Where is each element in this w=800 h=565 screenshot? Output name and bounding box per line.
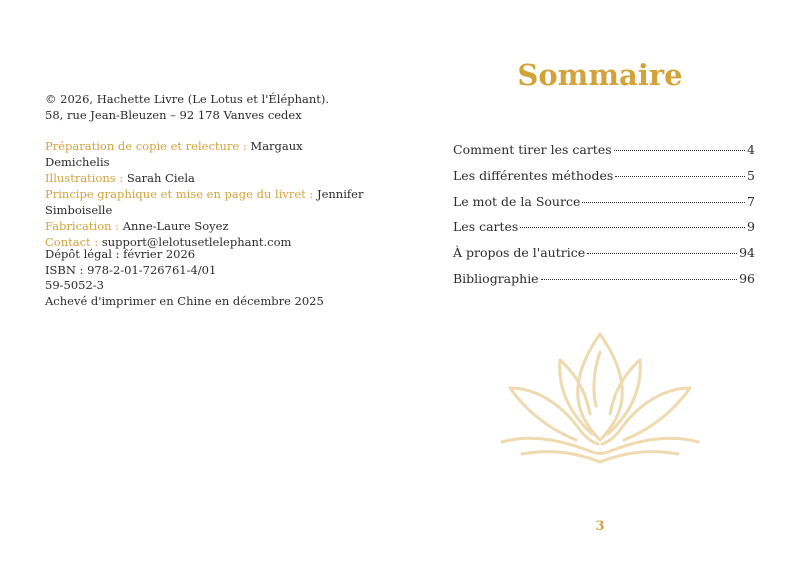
toc-entry-page: 9 bbox=[747, 219, 755, 235]
page-title: Sommaire bbox=[517, 58, 683, 92]
credit-line bbox=[45, 186, 365, 218]
credit-line bbox=[45, 218, 365, 234]
credit-label: Préparation de copie et relecture : bbox=[45, 139, 247, 153]
credit-label: Principe graphique et mise en page du livret : bbox=[45, 187, 314, 201]
credit-value: Sarah Ciela bbox=[123, 171, 195, 185]
toc-entry[interactable] bbox=[453, 271, 755, 297]
isbn: ISBN : 978-2-01-726761-4/01 bbox=[45, 262, 217, 277]
toc-entry[interactable] bbox=[453, 219, 755, 245]
credit-line bbox=[45, 170, 365, 186]
legal-deposit: Dépôt légal : février 2026 bbox=[45, 247, 196, 261]
toc-entry-label: Le mot de la Source bbox=[453, 193, 581, 209]
credit-label: Contact : bbox=[45, 235, 99, 249]
lotus-illustration bbox=[500, 330, 700, 465]
toc-leader-dots bbox=[615, 176, 745, 177]
toc-leader-dots bbox=[520, 227, 745, 228]
legal-block bbox=[45, 247, 365, 309]
toc-entry-label: Les cartes bbox=[453, 219, 519, 235]
table-of-contents bbox=[453, 142, 755, 297]
credit-value: Jennifer Simboiselle bbox=[45, 187, 364, 217]
toc-leader-dots bbox=[582, 202, 745, 203]
credit-line bbox=[45, 138, 365, 170]
copyright-line: © 2026, Hachette Livre (Le Lotus et l'Éléphant). bbox=[45, 92, 330, 106]
toc-entry-label: Les différentes méthodes bbox=[453, 167, 614, 183]
toc-entry[interactable] bbox=[453, 245, 755, 271]
toc-entry-label: À propos de l'autrice bbox=[453, 245, 586, 261]
reference-number: 59-5052-3 bbox=[45, 278, 104, 292]
toc-leader-dots bbox=[541, 279, 738, 280]
toc-leader-dots bbox=[614, 150, 745, 151]
toc-entry-page: 94 bbox=[739, 245, 755, 261]
toc-entry-label: Bibliographie bbox=[453, 270, 539, 286]
copyright-block bbox=[45, 92, 365, 123]
print-info: Achevé d'imprimer en Chine en décembre 2025 bbox=[45, 293, 324, 308]
credits-block bbox=[45, 138, 365, 250]
toc-entry-label: Comment tirer les cartes bbox=[453, 142, 612, 157]
toc-entry-page: 7 bbox=[747, 193, 755, 209]
page-number: 3 bbox=[595, 519, 605, 534]
toc-entry[interactable] bbox=[453, 168, 755, 194]
right-page bbox=[400, 0, 800, 565]
credit-value: Margaux Demichelis bbox=[45, 139, 303, 169]
toc-entry-page: 96 bbox=[739, 270, 755, 286]
credit-value: support@lelotusetlelephant.com bbox=[98, 235, 292, 249]
toc-entry[interactable] bbox=[453, 142, 755, 168]
toc-entry-page: 5 bbox=[747, 167, 755, 183]
credit-label: Illustrations : bbox=[45, 171, 124, 185]
toc-entry[interactable] bbox=[453, 194, 755, 220]
toc-leader-dots bbox=[587, 253, 737, 254]
toc-entry-page: 4 bbox=[747, 142, 755, 157]
publisher-address: 58, rue Jean-Bleuzen – 92 178 Vanves cedex bbox=[45, 107, 302, 122]
credit-label: Fabrication : bbox=[45, 219, 120, 233]
credit-value: Anne-Laure Soyez bbox=[119, 219, 229, 233]
